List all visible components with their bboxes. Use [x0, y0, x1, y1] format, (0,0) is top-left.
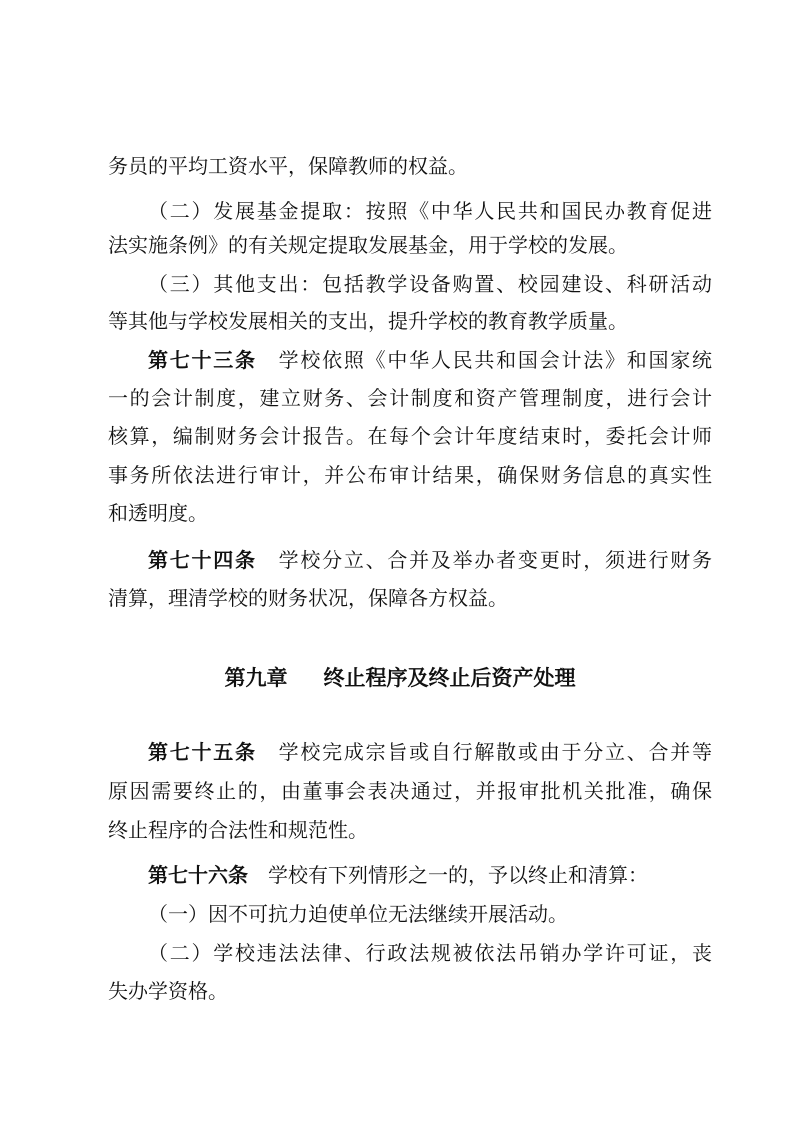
article-76-first-line: [148, 855, 712, 895]
paragraph-line: 核算，编制财务会计报告。在每个会计年度结束时，委托会计师: [108, 424, 712, 448]
article-text: 学校完成宗旨或自行解散或由于分立、合并等: [276, 740, 713, 764]
article-title: 第七十三条: [148, 348, 257, 372]
article-74-first-line: [148, 540, 712, 580]
paragraph-line: 和透明度。: [108, 501, 208, 525]
paragraph-line: 失办学资格。: [108, 979, 228, 1003]
article-73-first-line: [148, 340, 712, 380]
paragraph-line: 务员的平均工资水平，保障教师的权益。: [108, 154, 468, 178]
paragraph-line: 清算，理清学校的财务状况，保障各方权益。: [108, 586, 508, 610]
article-text: 学校分立、合并及举办者变更时，须进行财务: [276, 548, 713, 572]
paragraph-line: 法实施条例》的有关规定提取发展基金，用于学校的发展。: [108, 233, 628, 257]
paragraph-line: （二）发展基金提取：按照《中华人民共和国民办教育促进: [148, 199, 712, 223]
paragraph-line: （二）学校违法法律、行政法规被依法吊销办学许可证，丧: [148, 941, 712, 965]
paragraph-line: 终止程序的合法性和规范性。: [108, 818, 368, 842]
paragraph-line: （一）因不可抗力迫使单位无法继续开展活动。: [148, 902, 568, 926]
article-title: 第七十六条: [148, 863, 248, 887]
article-text: 学校有下列情形之一的，予以终止和清算：: [268, 863, 648, 887]
article-text: 学校依照《中华人民共和国会计法》和国家统: [276, 348, 713, 372]
paragraph-line: （三）其他支出：包括教学设备购置、校园建设、科研活动: [148, 272, 712, 296]
chapter-heading: [0, 658, 800, 698]
chapter-number: 第九章: [224, 666, 288, 690]
paragraph-line: 事务所依法进行审计，并公布审计结果，确保财务信息的真实性: [108, 463, 712, 487]
chapter-title: 终止程序及终止后资产处理: [323, 666, 576, 690]
article-75-first-line: [148, 732, 712, 772]
article-title: 第七十五条: [148, 740, 257, 764]
paragraph-line: 一的会计制度，建立财务、会计制度和资产管理制度，进行会计: [108, 386, 712, 410]
paragraph-line: 原因需要终止的，由董事会表决通过，并报审批机关批准，确保: [108, 779, 712, 803]
article-title: 第七十四条: [148, 548, 257, 572]
paragraph-line: 等其他与学校发展相关的支出，提升学校的教育教学质量。: [108, 309, 628, 333]
